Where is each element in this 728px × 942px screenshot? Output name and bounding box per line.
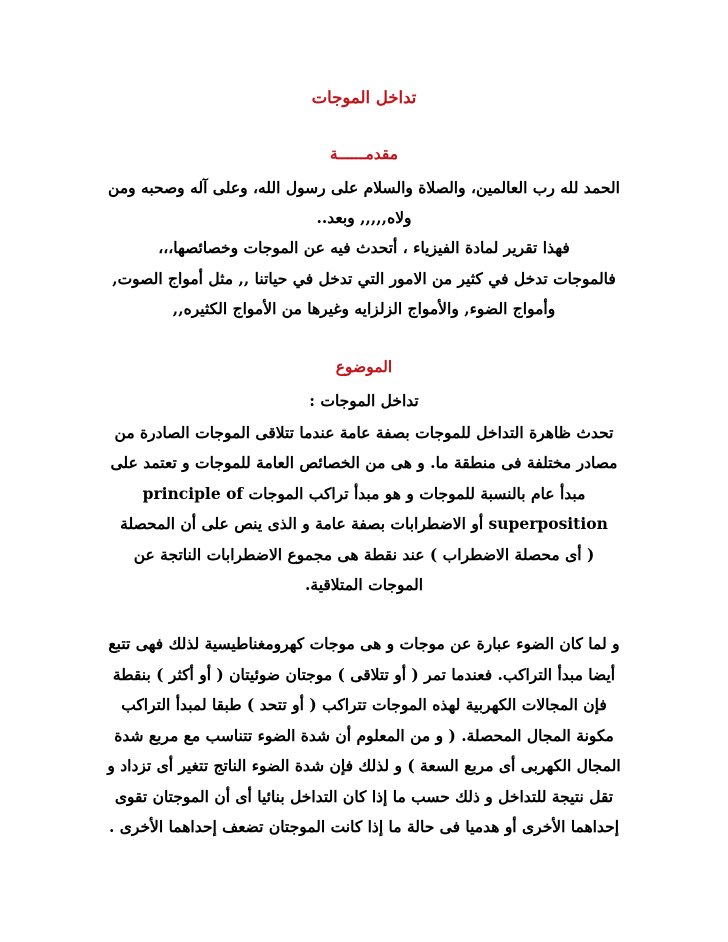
intro-line: فالموجات تدخل في كثير من الامور التي تدخل في حياتنا ,, مثل أمواج الصوت,	[112, 269, 616, 288]
intro-line: ولاه,,,,, وبعد..	[316, 208, 412, 227]
topic-heading: الموضوع	[335, 357, 393, 376]
light-line: تقل نتيجة للتداخل و ذلك حسب ما إذا كان التداخل بنائيا أى أن الموجتان تقوى	[114, 787, 614, 806]
topic-line: مصادر مختلفة فى منطقة ما. و هى من الخصائص العامة للموجات و تعتمد على	[110, 453, 618, 472]
light-line: أيضا مبدأ التراكب. فعندما تمر ( أو تتلاقى ) موجتان ضوئيتان ( أو أكثر ) بنقطة	[112, 665, 616, 684]
intro-heading: مقدمــــــة	[329, 144, 399, 163]
topic-line: مبدأ عام بالنسبة للموجات و هو مبدأ تراكب الموجات principle of	[142, 484, 586, 503]
light-line: إحداهما الأخرى أو هدميا فى حالة ما إذا كانت الموجتان تضعف إحداهما الأخرى .	[108, 817, 620, 836]
light-line: و لما كان الضوء عبارة عن موجات و هى موجات كهرومغناطيسية لذلك فهى تتبع	[108, 634, 620, 653]
topic-line: superposition أو الاضطرابات بصفة عامة و الذى ينص على أن المحصلة	[120, 514, 608, 533]
intro-line: فهذا تقرير لمادة الفيزياء ، أتحدث فيه عن الموجات وخصائصها،،،	[158, 238, 570, 257]
document-title: تداخل الموجات	[311, 88, 417, 107]
topic-line: ( أى محصلة الاضطراب ) عند نقطة هى مجموع الاضطرابات الناتجة عن	[133, 545, 595, 564]
light-line: المجال الكهربى أى مربع السعة ) و لذلك فإن شدة الضوء الناتج تتغير أى تزداد و	[107, 756, 621, 775]
intro-line: وأمواج الضوء, والأمواج الزلزايه وغيرها من الأمواج الكثيره,,	[172, 299, 556, 318]
topic-line: تحدث ظاهرة التداخل للموجات بصفة عامة عندما تتلاقى الموجات الصادرة من	[114, 423, 614, 442]
light-line: فإن المجالات الكهربية لهذه الموجات تتراكب ( أو تتحد ) طبقا لمبدأ التراكب	[121, 695, 607, 714]
topic-line: الموجات المتلاقية.	[305, 575, 423, 594]
topic-subheading: تداخل الموجات :	[309, 391, 419, 410]
intro-line: الحمد لله رب العالمين، والصلاة والسلام على رسول الله، وعلى آله وصحبه ومن	[108, 178, 620, 197]
light-line: مكونة المجال المحصلة. ( و من المعلوم أن شدة الضوء تتناسب مع مربع شدة	[114, 726, 614, 745]
